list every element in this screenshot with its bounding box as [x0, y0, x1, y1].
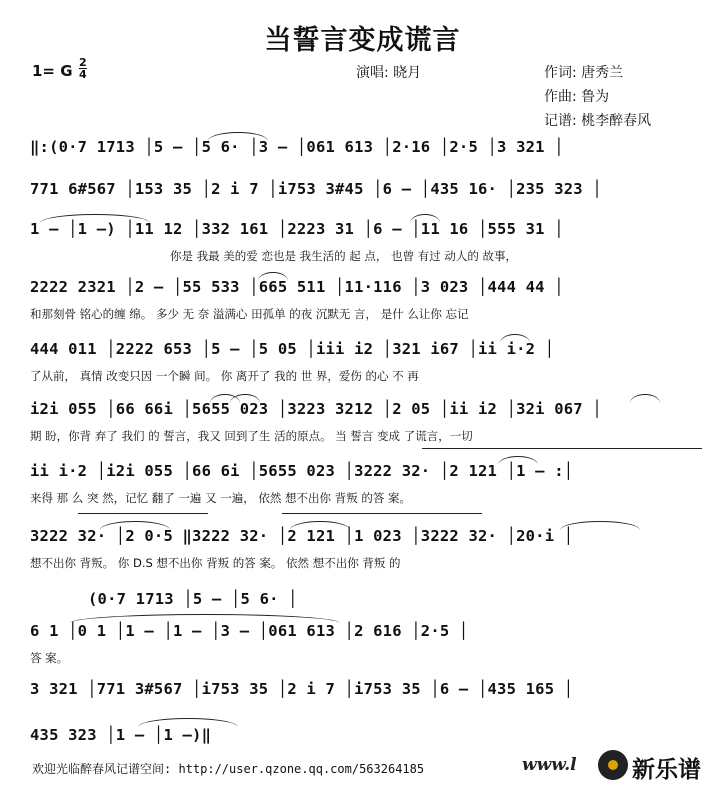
lyricist-credit: 作词: 唐秀兰 [544, 65, 624, 81]
transcriber-credit: 记谱: 桃李醉春风 [544, 113, 652, 129]
lyric-line: 想不出你 背叛。 你 D.S 想不出你 背叛 的答 案。 依然 想不出你 背叛 的 [30, 556, 401, 570]
lyric-line: 来得 那 么 突 然，记忆 翻了 一遍 又 一遍， 依然 想不出你 背叛 的答 案。 [30, 491, 412, 505]
record-disc-icon [598, 750, 628, 780]
footer-link-text[interactable]: 欢迎光临醉春风记谱空间: http://user.qzone.qq.com/563264185 [32, 762, 425, 776]
notation-line: (0·7 1713 │5 – │5 6· │ [88, 590, 298, 608]
notation-line: 2222 2321 │2 – │55 533 │665 511 │11·116 │3 023 │444 44 │ [30, 278, 564, 296]
notation-line: i2i 055 │66 66i │5655 023 │3223 3212 │2 05 │ii i2 │32i 067 │ [30, 400, 602, 418]
lyric-line: 期 盼，你背 弃了 我们 的 誓言，我又 回到了生 活的原点。 当 誓言 变成 了谎言，一切 [30, 429, 473, 443]
notation-line: 435 323 │1 – │1 –)‖ [30, 726, 212, 744]
notation-line: 444 011 │2222 653 │5 – │5 05 │iii i2 │321 i67 │ii i·2 │ [30, 340, 555, 358]
notation-line: ‖:(0·7 1713 │5 – │5 6· │3 – │061 613 │2·16 │2·5 │3 321 │ [30, 138, 564, 156]
notation-line: 1 – │1 –) │11 12 │332 161 │2223 31 │6 – │11 16 │555 31 │ [30, 220, 564, 238]
notation-line: 3 321 │771 3#567 │i753 35 │2 i 7 │i753 35 │6 – │435 165 │ [30, 680, 574, 698]
lyric-line: 了从前， 真情 改变只因 一个瞬 间。 你 离开了 我的 世 界，爱伤 的心 不 再 [30, 369, 419, 383]
key-signature: 1= G [32, 62, 73, 80]
lyric-line: 和那刻骨 铭心的缠 绵。 多少 无 奈 溢满心 田孤单 的夜 沉默无 言， 是什 么让你 忘记 [30, 307, 469, 321]
time-signature: 2 4 [79, 56, 87, 81]
lyric-line: 答 案。 [30, 651, 69, 665]
notation-line: 6 1 │0 1 │1 – │1 – │3 – │061 613 │2 616 │2·5 │ [30, 622, 469, 640]
site-logo[interactable] [520, 748, 725, 784]
song-title: 当誓言变成谎言 [264, 25, 461, 56]
composer-credit: 作曲: 鲁为 [544, 89, 610, 105]
notation-line: ii i·2 │i2i 055 │66 6i │5655 023 │3222 32· │2 121 │1 – :│ [30, 462, 574, 480]
singer-credit: 演唱: 晓月 [356, 65, 422, 81]
notation-line: 771 6#567 │153 35 │2 i 7 │i753 3#45 │6 – │435 16· │235 323 │ [30, 180, 602, 198]
lyric-line: 你是 我最 美的爱 恋也是 我生活的 起 点， 也曾 有过 动人的 故事， [170, 249, 518, 263]
brand-name: 新乐谱 [632, 757, 701, 783]
notation-line: 3222 32· │2 0·5 ‖3222 32· │2 121 │1 023 │3222 32· │20·i │ [30, 527, 574, 545]
brand-url: www.l [522, 755, 577, 775]
